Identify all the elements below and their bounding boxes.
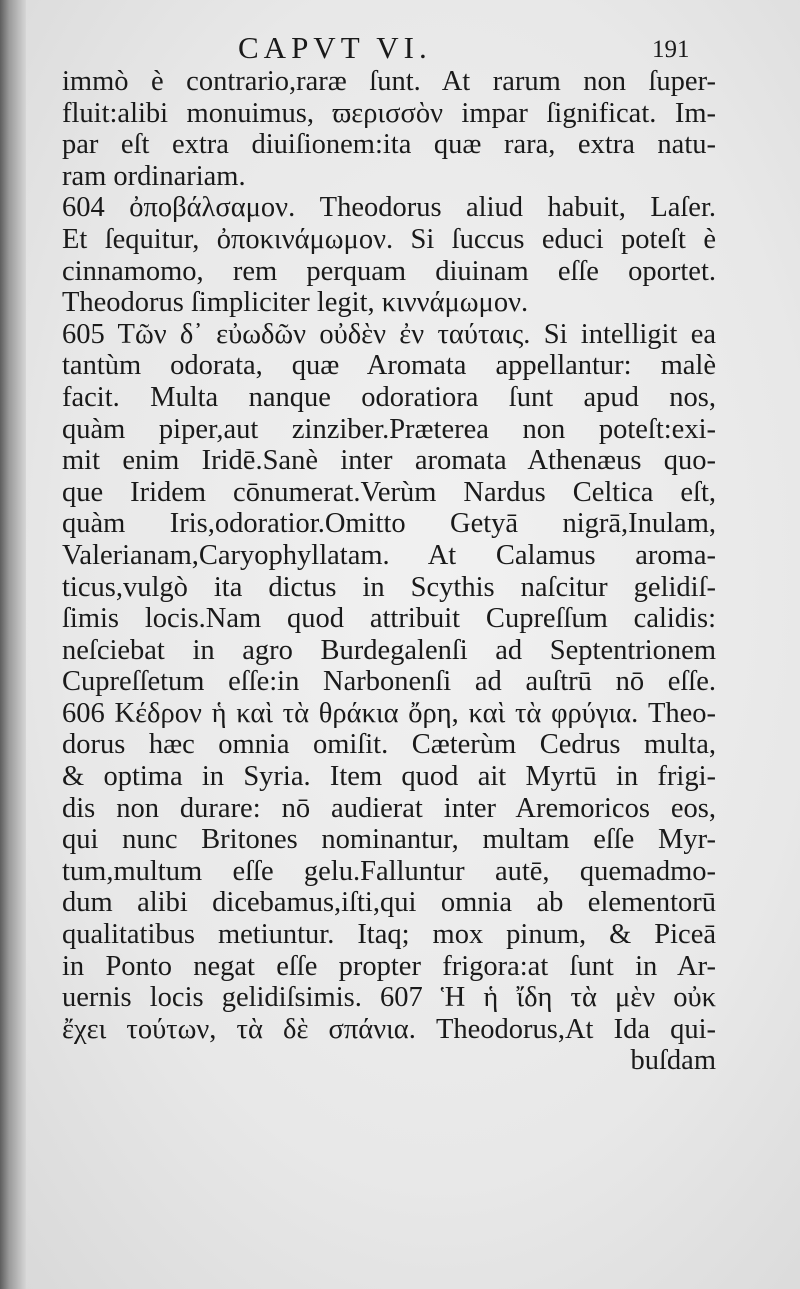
text-line: cinnamomo, rem perquam diuinam eſſe oportet. xyxy=(62,255,716,287)
running-title: CAPVT VI. xyxy=(238,30,432,65)
text-line: Valerianam,Caryophyllatam. At Calamus aroma- xyxy=(62,539,716,571)
text-line: ram ordinariam. xyxy=(62,160,246,192)
text-line: 606 Κέδρον ἡ καὶ τὰ θράκια ὄρη, καὶ τὰ φρύγια. Theo- xyxy=(62,697,716,729)
text-line: ticus,vulgò ita dictus in Scythis naſcitur gelidiſ- xyxy=(62,571,716,603)
text-line: uernis locis gelidiſsimis. 607 Ἡ ἡ ἴδη τὰ μὲν οὐκ xyxy=(62,982,716,1014)
text-line: Cupreſſetum eſſe:in Narbonenſi ad auſtrū nō eſſe. xyxy=(62,666,716,698)
text-line: facit. Multa nanque odoratiora ſunt apud nos, xyxy=(62,381,716,413)
text-line: in Ponto negat eſſe propter frigora:at ſunt in Ar- xyxy=(62,950,716,982)
text-line: dorus hæc omnia omiſit. Cæterùm Cedrus multa, xyxy=(62,729,716,761)
text-line: 604 ὀποβάλσαμον. Theodorus aliud habuit, Laſer. xyxy=(62,192,716,224)
text-line: mit enim Iridē.Sanè inter aromata Athenæus quo- xyxy=(62,445,716,477)
text-line: tum,multum eſſe gelu.Falluntur autē, quemadmo- xyxy=(62,855,716,887)
text-line: fluit:alibi monuimus, ϖερισσὸν impar ſignificat. Im- xyxy=(62,97,716,129)
body-text xyxy=(62,66,716,1077)
text-line: immò è contrario,raræ ſunt. At rarum non ſuper- xyxy=(62,66,716,97)
text-line: par eſt extra diuiſionem:ita quæ rara, extra natu- xyxy=(62,129,716,161)
text-line: & optima in Syria. Item quod ait Myrtū in frigi- xyxy=(62,761,716,793)
text-line: que Iridem cōnumerat.Verùm Nardus Celtica eſt, xyxy=(62,476,716,508)
page-header xyxy=(0,30,800,70)
text-line: 605 Τῶν δ᾽ εὐωδῶν οὐδὲν ἐν ταύταις. Si intelligit ea xyxy=(62,318,716,350)
text-line: quàm Iris,odoratior.Omitto Getyā nigrā,Inulam, xyxy=(62,508,716,540)
text-line: Theodorus ſimpliciter legit, κιννάμωμον. xyxy=(62,287,529,319)
text-line: ἔχει τούτων, τὰ δὲ σπάνια. Theodorus,At Ida qui- xyxy=(62,1013,716,1045)
text-line: quàm piper,aut zinziber.Præterea non poteſt:exi- xyxy=(62,413,716,445)
text-line: buſdam xyxy=(630,1045,716,1077)
text-line: qui nunc Britones nominantur, multam eſſe Myr- xyxy=(62,824,716,856)
text-line: Et ſequitur, ὀποκινάμωμον. Si ſuccus educi poteſt è xyxy=(62,223,716,255)
binding-gutter xyxy=(0,0,26,1289)
text-line: dum alibi dicebamus,iſti,qui omnia ab elementorū xyxy=(62,887,716,919)
page-number: 191 xyxy=(652,36,690,63)
text-line: ſimis locis.Nam quod attribuit Cupreſſum calidis: xyxy=(62,603,716,635)
text-line: neſciebat in agro Burdegalenſi ad Septentrionem xyxy=(62,634,716,666)
text-line: qualitatibus metiuntur. Itaq; mox pinum, & Piceā xyxy=(62,919,716,951)
text-line: tantùm odorata, quæ Aromata appellantur: malè xyxy=(62,350,716,382)
text-line: dis non durare: nō audierat inter Aremoricos eos, xyxy=(62,792,716,824)
